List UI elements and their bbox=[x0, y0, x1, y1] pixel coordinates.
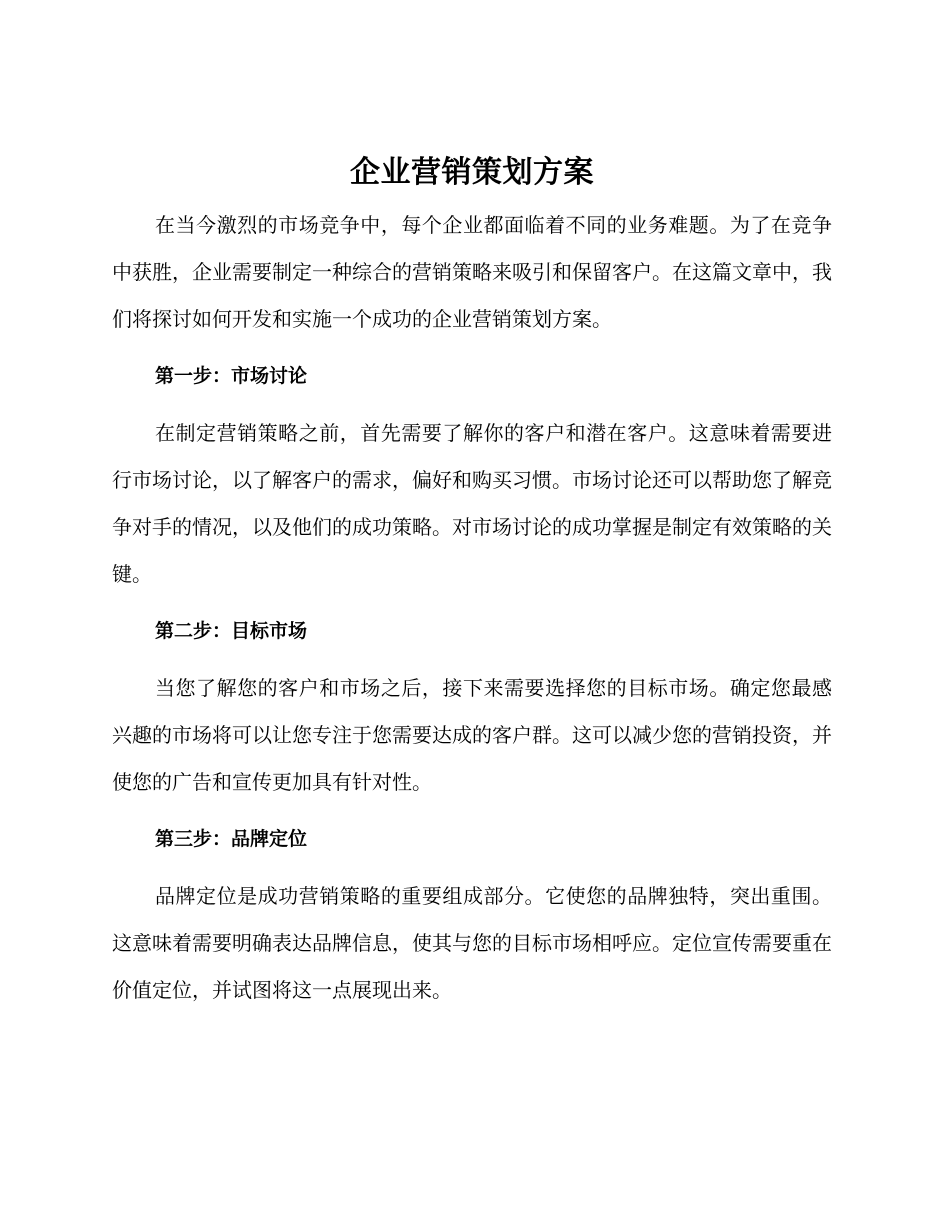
section-heading-brand-positioning: 第三步：品牌定位 bbox=[155, 828, 308, 850]
section-body-target-market: 当您了解您的客户和市场之后，接下来需要选择您的目标市场。确定您最感兴趣的市场将可以让您专注于您需要达成的客户群。这可以减少您的营销投资，并使您的广告和宣传更加具有针对性。 bbox=[112, 676, 832, 794]
section-body-brand-positioning: 品牌定位是成功营销策略的重要组成部分。它使您的品牌独特，突出重围。这意味着需要明确表达品牌信息，使其与您的目标市场相呼应。定位宣传需要重在价值定位，并试图将这一点展现出来。 bbox=[112, 884, 832, 1002]
section-heading-market-research: 第一步：市场讨论 bbox=[155, 365, 308, 387]
document-page bbox=[112, 150, 832, 1024]
section-body-market-research: 在制定营销策略之前，首先需要了解你的客户和潜在客户。这意味着需要进行市场讨论，以了解客户的需求，偏好和购买习惯。市场讨论还可以帮助您了解竞争对手的情况，以及他们的成功策略。对市场讨论的成功掌握是制定有效策略的关键。 bbox=[112, 421, 832, 586]
intro-paragraph: 在当今激烈的市场竞争中，每个企业都面临着不同的业务难题。为了在竞争中获胜，企业需要制定一种综合的营销策略来吸引和保留客户。在这篇文章中，我们将探讨如何开发和实施一个成功的企业营销策划方案。 bbox=[112, 213, 832, 331]
document-title: 企业营销策划方案 bbox=[350, 155, 594, 190]
section-heading-target-market: 第二步：目标市场 bbox=[155, 620, 308, 642]
